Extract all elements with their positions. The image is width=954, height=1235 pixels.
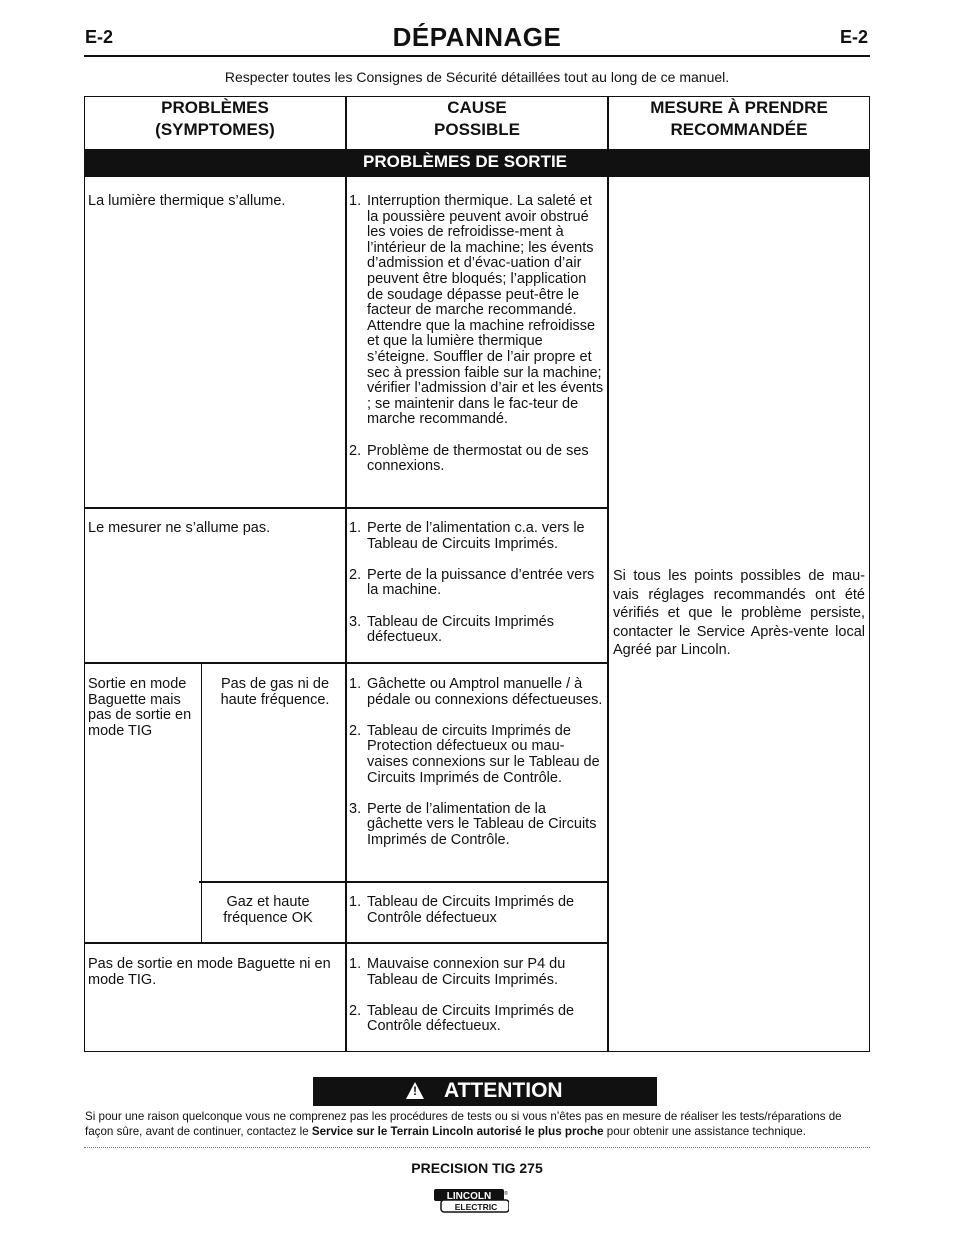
troubleshooting-table [84, 96, 870, 1052]
logo-text-top: LINCOLN [446, 1191, 492, 1202]
page-title: DÉPANNAGE [392, 22, 562, 52]
column-header-problems: PROBLÈMES (SYMPTOMES) [155, 98, 275, 139]
title-rule [84, 55, 870, 57]
list-item: 3. Perte de l’alimentation de la gâchette vers le Tableau de Circuits Imprimés de Contrôle. [349, 800, 597, 848]
row-divider [85, 507, 609, 509]
list-item: 2. Tableau de circuits Imprimés de Protection défectueux ou mau-vaises connexions sur le Tableau de Circuits Imprimés de Contrôle. [349, 722, 600, 786]
list-item: 3. Tableau de Circuits Imprimés défectueux. [349, 613, 554, 646]
safety-note: Respecter toutes les Consignes de Sécurité détaillées tout au long de ce manuel. [224, 69, 730, 85]
attention-banner: ! ATTENTION [313, 1077, 657, 1106]
column-divider [607, 97, 609, 1051]
column-header-remedy: MESURE À PRENDRE RECOMMANDÉE [650, 98, 828, 139]
cause-list-row-4 [349, 957, 605, 1051]
section-bar [85, 149, 869, 177]
column-header-cause: CAUSE POSSIBLE [434, 98, 520, 139]
problem-row-4: Pas de sortie en mode Baguette ni en mode TIG. [88, 956, 331, 988]
column-divider [345, 97, 347, 1051]
problem-row-1: La lumière thermique s’allume. [88, 193, 286, 209]
row-divider [199, 881, 609, 883]
section-title: PROBLÈMES DE SORTIE [363, 152, 568, 171]
row-divider [85, 662, 609, 664]
cause-list-row-2 [349, 521, 605, 661]
cause-list-row-3a [349, 677, 605, 864]
list-item: 1. Tableau de Circuits Imprimés de Contrôle défectueux [349, 894, 575, 926]
footer-divider [84, 1147, 870, 1148]
logo-registered-mark: ® [504, 1191, 508, 1197]
attention-notice: Si pour une raison quelconque vous ne comprenez pas les procédures de tests ou si vous n’êtes pas en mesure de réaliser les tests/réparations de façon sûre, avant de continuer, contactez le Service sur le Terrain Lincoln autorisé le plus proche pour obtenir une assistance technique. [85, 1110, 842, 1138]
sub-problem-no-gas: Pas de gas ni de haute fréquence. [220, 676, 330, 708]
list-item: 2. Problème de thermostat ou de ses connexions. [349, 442, 589, 475]
list-item: 2. Perte de la puissance d’entrée vers la machine. [349, 566, 595, 599]
problem-row-3: Sortie en mode Baguette mais pas de sortie en mode TIG [88, 676, 192, 739]
recommended-action: Si tous les points possibles de mau-vais réglages recommandés ont été vérifiés et que le problème persiste, contacter le Service Après-vente local Agréé par Lincoln. [613, 568, 865, 659]
cause-list-row-3b [349, 895, 605, 942]
problem-row-2: Le mesurer ne s’allume pas. [88, 520, 271, 536]
sub-column-divider [201, 663, 202, 943]
sub-problem-gas-ok: Gaz et haute fréquence OK [223, 894, 313, 926]
list-item: 1. Gâchette ou Amptrol manuelle / à pédale ou connexions défectueuses. [349, 676, 603, 708]
page-code-right: E-2 [839, 27, 868, 47]
notice-emphasis: Service sur le Terrain Lincoln autorisé le plus proche [311, 1125, 604, 1138]
logo-text-bottom: ELECTRIC [454, 1202, 498, 1212]
page-code-left: E-2 [85, 27, 114, 47]
attention-label: ATTENTION [444, 1079, 563, 1102]
list-item: 1. Perte de l’alimentation c.a. vers le Tableau de Circuits Imprimés. [349, 520, 585, 552]
list-item: 2. Tableau de Circuits Imprimés de Contrôle défectueux. [349, 1002, 575, 1035]
list-item: 1. Mauvaise connexion sur P4 du Tableau de Circuits Imprimés. [349, 956, 566, 988]
row-divider [85, 942, 609, 944]
list-item: 1. Interruption thermique. La saleté et la poussière peuvent avoir obstrué les voies de refroidisse-ment à l’intérieur de la machine; les évents d’admission et d’évac-uation d’air peuvent être bloqués; l’application de soudage dépasse peut-être le facteur de marche recommandé. Attendre que la machine refroidisse et que la lumière thermique s’éteigne. Souffler de l’air propre et sec à pression faible sur la machine; vérifier l’admission d’air et les évents ; se maintenir dans le fac-teur de marche recommandé. [349, 193, 604, 428]
model-name: PRECISION TIG 275 [411, 1160, 543, 1176]
cause-list-row-1 [349, 194, 605, 490]
lincoln-electric-logo [433, 1188, 509, 1214]
